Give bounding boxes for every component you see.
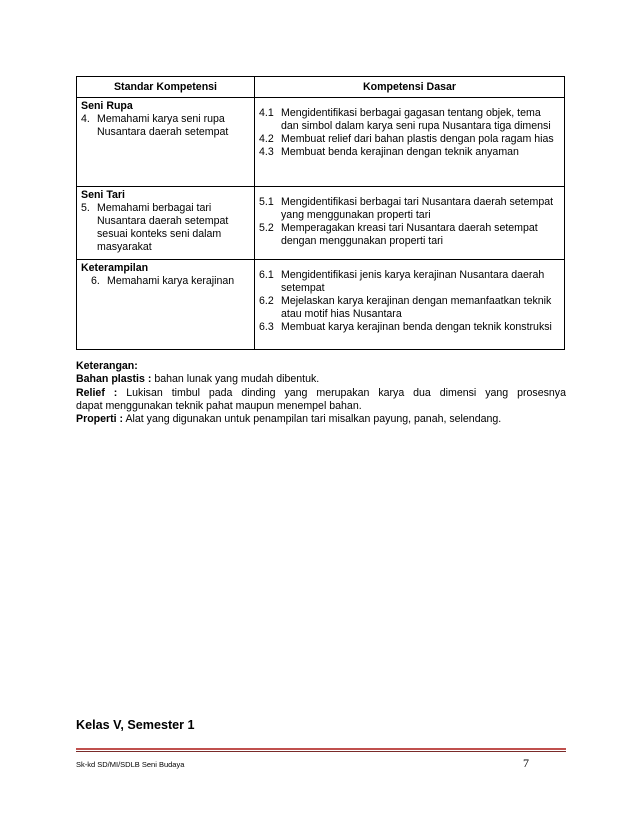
kd-item	[259, 133, 560, 146]
sk-item	[81, 113, 250, 139]
keterangan-title: Keterangan:	[76, 360, 138, 372]
table-header-row	[77, 77, 565, 98]
sk-text: Memahami karya seni rupa Nusantara daerah setempat	[97, 113, 229, 138]
keterangan-section	[76, 360, 566, 426]
category-label: Keterampilan	[81, 262, 149, 274]
sk-cell	[77, 98, 255, 187]
category-label: Seni Rupa	[81, 100, 133, 112]
table-row	[77, 260, 565, 350]
kd-number: 6.3	[259, 321, 274, 333]
sk-number: 4.	[81, 113, 90, 125]
footer-rule-dark	[76, 751, 566, 752]
relief-text-continued: dapat menggunakan teknik pahat maupun menempel bahan.	[76, 399, 362, 412]
kd-item	[259, 321, 560, 334]
sk-text: Memahami karya kerajinan	[107, 275, 235, 287]
sk-cell	[77, 260, 255, 350]
kd-text: Membuat karya kerajinan benda dengan teknik konstruksi	[281, 321, 552, 333]
kd-number: 5.2	[259, 222, 274, 234]
page-number: 7	[523, 756, 529, 770]
kd-item	[259, 196, 560, 222]
kd-cell	[255, 187, 565, 260]
footer-rule	[76, 748, 566, 750]
kd-text: Mejelaskan karya kerajinan dengan memanfaatkan teknik atau motif hias Nusantara	[281, 295, 552, 320]
kd-cell	[255, 98, 565, 187]
properti-label: Properti :	[76, 413, 124, 426]
relief-label: Relief :	[76, 386, 118, 399]
kd-text: Mengidentifikasi berbagai gagasan tentang objek, tema dan simbol dalam karya seni rupa Nusantara tiga dimensi	[281, 107, 551, 132]
section-title: Kelas V, Semester 1	[76, 718, 195, 732]
sk-number: 6.	[91, 275, 100, 287]
kd-item	[259, 269, 560, 295]
kd-number: 4.3	[259, 146, 274, 158]
kd-number: 4.2	[259, 133, 274, 145]
sk-text: Memahami berbagai tari Nusantara daerah setempat sesuai konteks seni dalam masyarakat	[97, 202, 229, 253]
kd-item	[259, 295, 560, 321]
relief-text: Lukisan timbul pada dinding yang merupakan karya dua dimensi yang prosesnya	[126, 386, 566, 399]
properti-text: Alat yang digunakan untuk penampilan tari misalkan payung, panah, selendang.	[125, 413, 502, 426]
header-kompetensi-dasar: Kompetensi Dasar	[255, 77, 565, 98]
header-standar-kompetensi: Standar Kompetensi	[77, 77, 255, 98]
sk-number: 5.	[81, 202, 90, 214]
bahan-plastis-label: Bahan plastis :	[76, 373, 152, 386]
kd-text: Mengidentifikasi berbagai tari Nusantara daerah setempat yang menggunakan properti tari	[281, 196, 554, 221]
kd-text: Membuat relief dari bahan plastis dengan pola ragam hias	[281, 133, 554, 145]
sk-cell	[77, 187, 255, 260]
kd-number: 5.1	[259, 196, 274, 208]
kd-text: Mengidentifikasi jenis karya kerajinan Nusantara daerah setempat	[281, 269, 545, 294]
kd-item	[259, 222, 560, 248]
table-row	[77, 98, 565, 187]
kd-cell	[255, 260, 565, 350]
category-label: Seni Tari	[81, 189, 125, 201]
kd-number: 6.1	[259, 269, 274, 281]
kd-number: 4.1	[259, 107, 274, 119]
competency-table	[76, 76, 565, 350]
sk-item	[81, 275, 250, 288]
kd-text: Memperagakan kreasi tari Nusantara daerah setempat dengan menggunakan properti tari	[281, 222, 538, 247]
bahan-plastis-text: bahan lunak yang mudah dibentuk.	[154, 373, 320, 386]
kd-number: 6.2	[259, 295, 274, 307]
footer-document-name: Sk-kd SD/MI/SDLB Seni Budaya	[76, 760, 185, 769]
kd-text: Membuat benda kerajinan dengan teknik anyaman	[281, 146, 519, 158]
table-row	[77, 187, 565, 260]
kd-item	[259, 107, 560, 133]
sk-item	[81, 202, 250, 254]
kd-item	[259, 146, 560, 159]
